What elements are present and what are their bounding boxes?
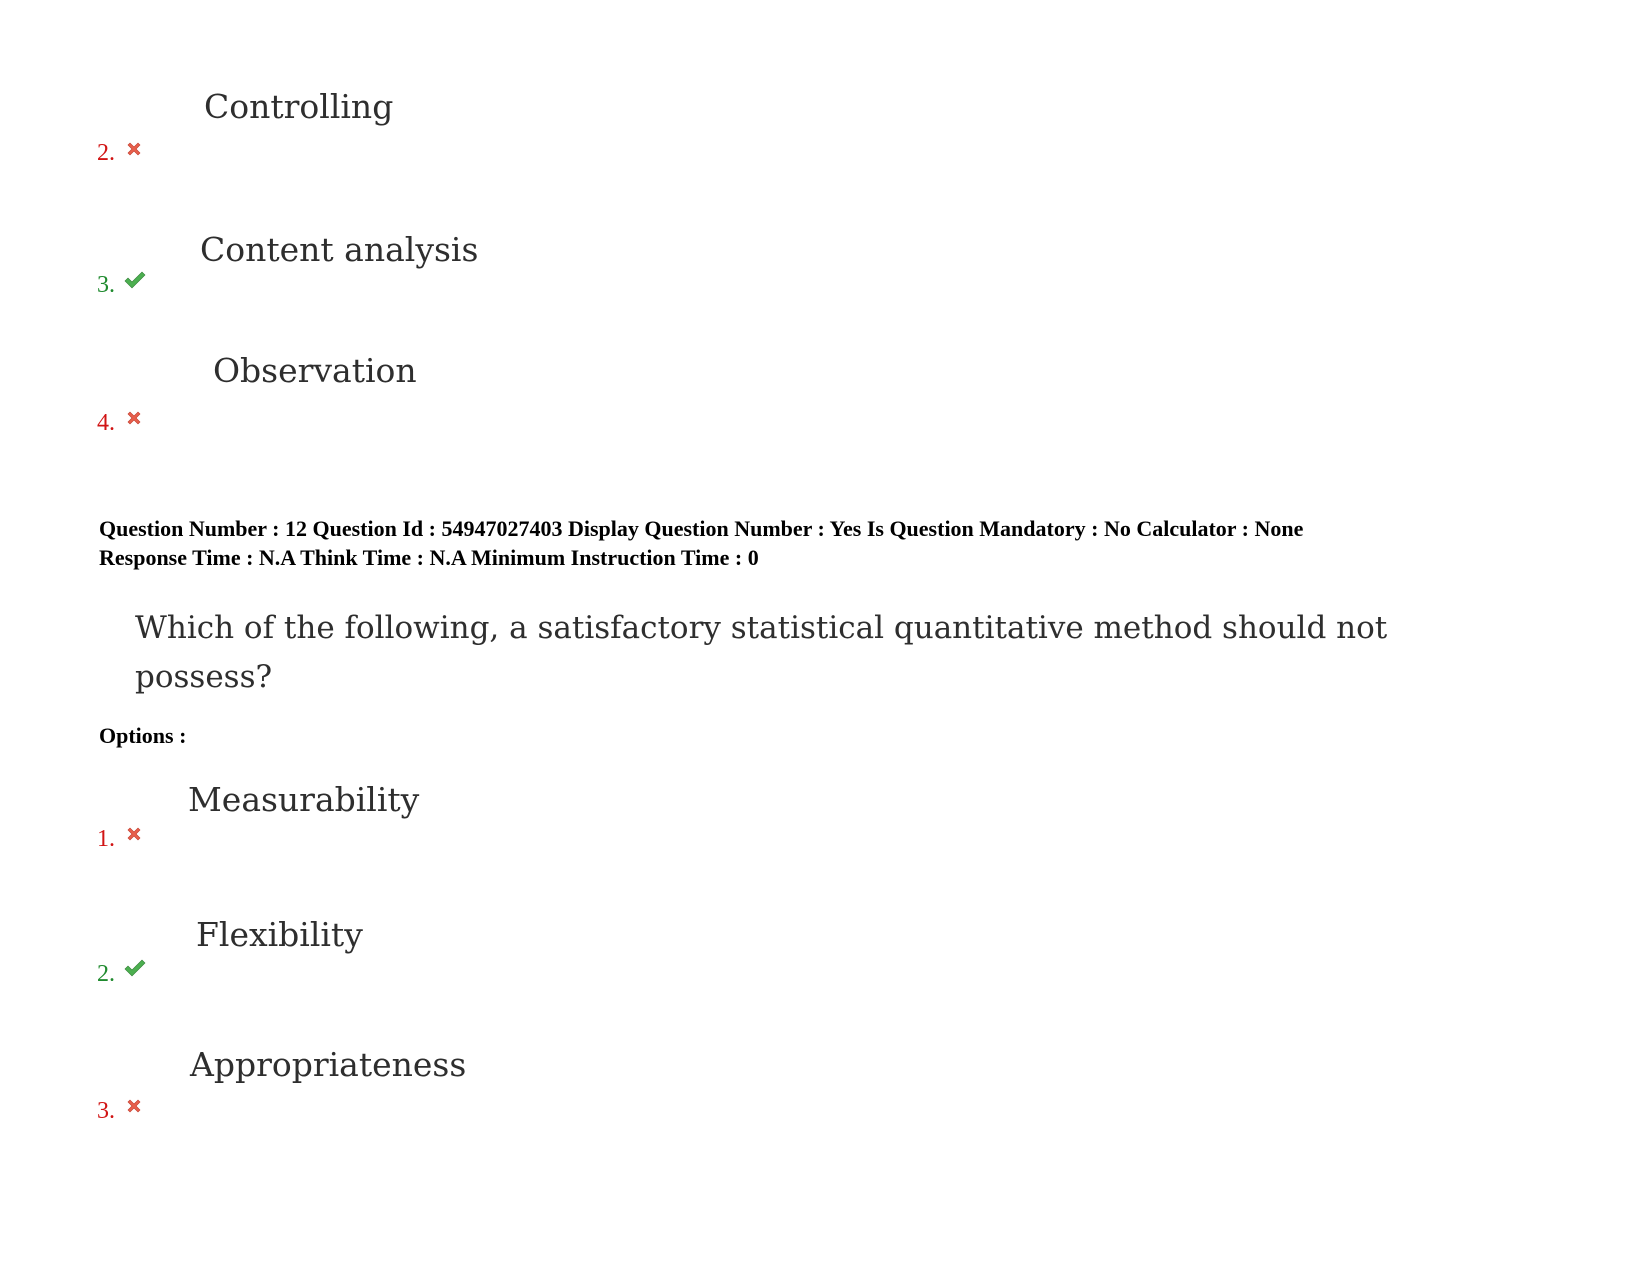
question-text-line-1: Which of the following, a satisfactory statistical quantitative method should not: [135, 610, 1388, 646]
check-icon: [123, 270, 147, 290]
cross-icon: [125, 409, 143, 427]
option-text: Observation: [213, 351, 417, 390]
option-text: Appropriateness: [190, 1045, 467, 1084]
option-text: Flexibility: [196, 915, 363, 954]
cross-icon: [125, 1097, 143, 1115]
option-number: 3.: [97, 272, 115, 298]
option-number: 3.: [97, 1098, 115, 1124]
option-number: 2.: [97, 140, 115, 166]
option-number: 2.: [97, 961, 115, 987]
question-text-line-2: possess?: [135, 659, 273, 695]
option-number: 1.: [97, 826, 115, 852]
option-number: 4.: [97, 410, 115, 436]
question-meta-line-1: Question Number : 12 Question Id : 54947027403 Display Question Number : Yes Is Question Mandatory : No Calculator : None: [99, 516, 1304, 541]
option-text: Measurability: [188, 780, 420, 819]
cross-icon: [125, 825, 143, 843]
option-text: Content analysis: [200, 230, 479, 269]
options-label: Options :: [99, 723, 187, 748]
question-meta-line-2: Response Time : N.A Think Time : N.A Minimum Instruction Time : 0: [99, 545, 759, 570]
check-icon: [123, 958, 147, 978]
option-text: Controlling: [204, 87, 394, 126]
cross-icon: [125, 140, 143, 158]
